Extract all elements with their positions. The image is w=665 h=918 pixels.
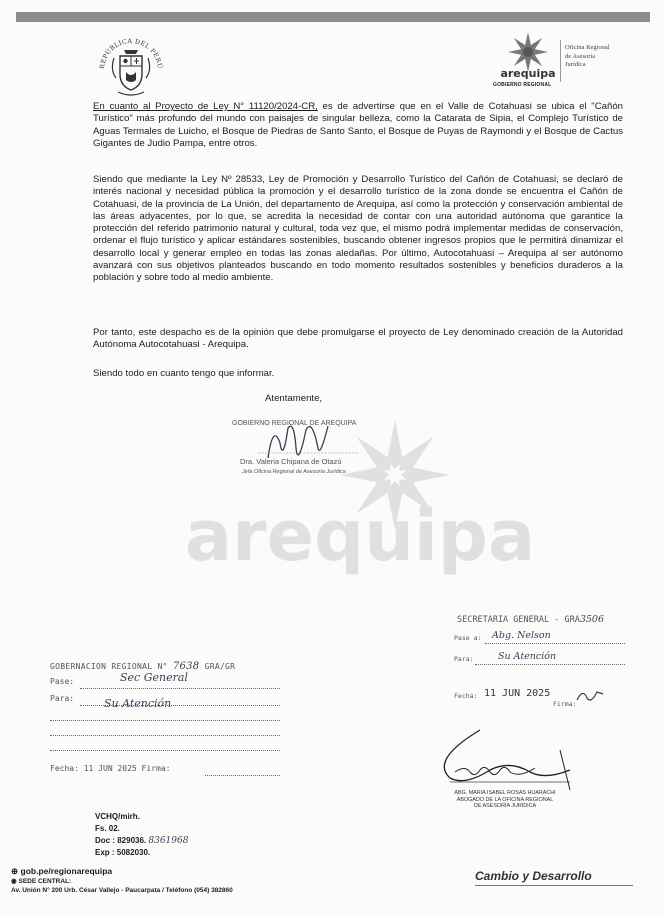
right-stamp-pase-label: Pase a: xyxy=(454,634,482,642)
lawyer-title: ABOGADO DE LA OFICINA REGIONAL xyxy=(456,796,554,803)
left-stamp-fecha-label: Fecha: xyxy=(50,764,79,773)
right-stamp-firma-label: Firma: xyxy=(553,700,577,708)
crest-text: REPÚBLICA DEL PERÚ xyxy=(98,37,164,70)
footer-sede-label xyxy=(11,878,233,887)
logo-divider xyxy=(560,40,561,82)
lawyer-name: ABG. MARIA ISABEL ROSAS HUARACHI xyxy=(454,790,556,796)
reference-doc xyxy=(95,836,188,847)
right-stamp-number: 3506 xyxy=(579,614,605,625)
globe-icon: ⊕ xyxy=(11,866,19,876)
reference-exp: Exp : 5082030. xyxy=(95,848,151,857)
signature-name: Dra. Valeria Chipana de Otazú xyxy=(240,457,342,466)
right-stamp-title-label: SECRETARIA GENERAL - GRA xyxy=(457,615,580,625)
peru-coat-of-arms-icon xyxy=(96,30,166,102)
right-stamp-para-line xyxy=(475,664,625,665)
footer-website xyxy=(11,866,112,877)
footer-sede-text: SEDE CENTRAL: xyxy=(18,878,72,885)
watermark-wordmark: arequipa xyxy=(184,495,536,577)
logo-wordmark: arequipa xyxy=(500,67,556,80)
footer-address: Av. Unión N° 200 Urb. César Vallejo - Paucarpata / Teléfono (054) 382860 xyxy=(11,886,233,894)
left-stamp-line xyxy=(50,750,280,751)
left-stamp-line xyxy=(50,735,280,736)
right-stamp-fecha-label: Fecha: xyxy=(454,692,478,700)
footer-slogan-underline xyxy=(475,885,633,886)
reference-initials: VCHQ/mirh. xyxy=(95,812,140,821)
signature-office: Jefa Oficina Regional de Asesoría Jurídica xyxy=(242,469,346,475)
left-stamp-line xyxy=(50,720,280,721)
left-stamp-firma-line xyxy=(205,775,280,776)
left-stamp-para-value: Su Atención xyxy=(104,697,172,710)
bill-reference: En cuanto al Proyecto de Ley N° 11120/2024-CR, xyxy=(93,101,318,112)
left-stamp-para-label: Para: xyxy=(50,694,75,703)
location-pin-icon: ◉ xyxy=(11,878,17,885)
left-stamp-fecha xyxy=(50,764,170,773)
right-stamp-initials-icon xyxy=(575,686,605,706)
left-stamp-pase-line xyxy=(80,688,280,689)
office-name xyxy=(565,44,610,70)
closing-regards: Atentamente, xyxy=(265,393,323,404)
left-stamp-para xyxy=(50,694,74,703)
left-stamp-firma-label: Firma: xyxy=(141,764,171,773)
right-stamp-pase-value: Abg. Nelson xyxy=(492,630,551,641)
office-line: Oficina Regional xyxy=(565,44,610,51)
office-line: de Asesoría xyxy=(565,52,596,60)
logo-caption: GOBIERNO REGIONAL xyxy=(493,82,552,88)
lawyer-signature-block xyxy=(440,790,570,810)
footer-website-text: gob.pe/regionarequipa xyxy=(20,866,113,876)
left-stamp-number: 7638 xyxy=(172,661,200,672)
left-stamp-suffix: GRA/GR xyxy=(204,662,236,671)
right-stamp-para-value: Su Atención xyxy=(498,651,557,662)
paragraph-1 xyxy=(93,101,623,150)
paragraph-1-text: es de advertirse que en el Valle de Cotahuasi se ubica el "Cañón Turístico" más profundo del mundo con paisajes de singular belleza, como la Catarata de Sipia, el Complejo Turístico de Aguas Termales de Luicho, el Bosque de Piedras de Santo Santo, el Bosque de Puyas de Raymondi y el Bosque de Cactus Gigantes de Judio Pampa, entre otros. xyxy=(93,101,623,149)
right-stamp-title xyxy=(457,614,604,625)
left-stamp-pase-label: Pase: xyxy=(50,677,75,686)
lawyer-office: DE ASESORÍA JURÍDICA xyxy=(473,803,537,810)
paragraph-4: Siendo todo en cuanto tengo que informar. xyxy=(93,368,275,379)
office-line: Jurídica xyxy=(565,61,586,68)
right-stamp-fecha-value: 11 JUN 2025 xyxy=(484,688,551,699)
left-stamp-fecha-value: 11 JUN 2025 xyxy=(83,764,137,773)
header-top-bar xyxy=(16,12,650,22)
signature-org: GOBIERNO REGIONAL DE AREQUIPA xyxy=(232,420,357,427)
left-stamp-title-label: GOBERNACION REGIONAL N° xyxy=(50,662,168,671)
paragraph-2: Siendo que mediante la Ley Nº 28533, Ley de Promoción y Desarrollo Turístico del Cañón de Cotahuasi, se declaró de interés nacional y necesidad pública la promoción y el desarrollo turístico de la zona donde se encuentra el Cañón de Cotahuasi, de la provincia de La Unión, del departamento de Arequipa, así como la protección y conservación ambiental de las áreas adyacentes, por lo que, se acredita la necesidad de contar con una autoridad autónoma que garantice la protección del referido patrimonio natural y cultural, toda vez que, el mismo podrá implementar medidas de conservación, ordenar el flujo turístico y aplicar estándares sostenibles, buscando obtener ingresos propios que le permitirá dinamizar el desarrollo local y generar empleo en todas las zonas aledañas. Por último, Autocotahuasi – Arequipa al ser autónomo avanzará con sus objetivos planteados buscando en todo momento resultados sostenibles y beneficios duraderos a la población y sobre todo al medio ambiente. xyxy=(93,174,623,284)
left-stamp-pase-value: Sec General xyxy=(120,671,188,684)
reference-doc-handwritten: 8361968 xyxy=(148,836,189,846)
right-stamp-pase-line xyxy=(485,643,625,644)
footer-address-block xyxy=(11,878,233,895)
lawyer-signature-icon xyxy=(410,720,590,792)
reference-folios: Fs. 02. xyxy=(95,824,120,833)
reference-doc-number: Doc : 829036. xyxy=(95,836,147,845)
footer-slogan: Cambio y Desarrollo xyxy=(475,869,592,883)
left-stamp-pase xyxy=(50,677,74,686)
right-stamp-para-label: Para: xyxy=(454,655,474,663)
paragraph-3: Por tanto, este despacho es de la opinión que debe promulgarse el proyecto de Ley denominado creación de la Autoridad Autónoma Autocotahuasi - Arequipa. xyxy=(93,327,623,351)
